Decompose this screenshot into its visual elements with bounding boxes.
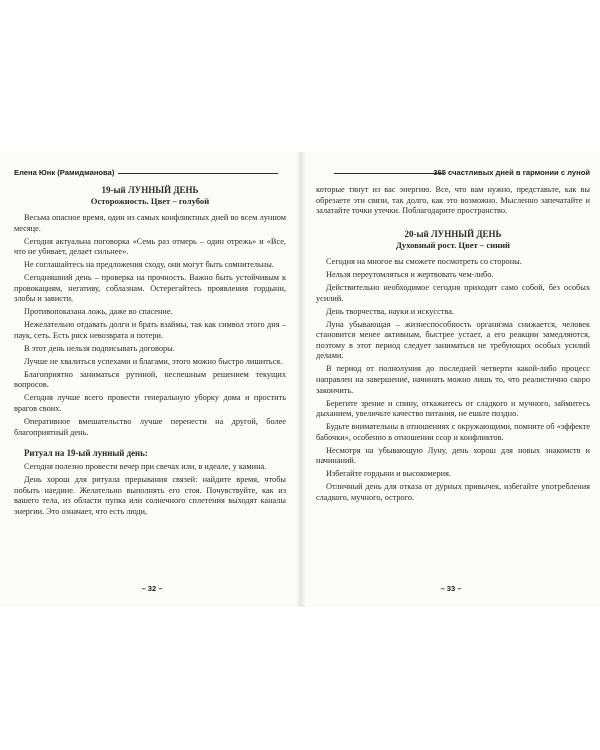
ritual-paragraph: День хорош для ритуала прерывания связей: найдите время, чтобы побыть наедине. Желательно выполнять его стоя. Почувствуйте, как из вашего тела, из области пупка или солнечного сплетения выходят каналы энергии. Это означает, что есть люди,	[14, 475, 286, 516]
page-number-right: – 33 –	[440, 584, 462, 593]
paragraph: Сегодня актуальна поговорка «Семь раз отмерь – один отрежь» и «Все, что не убивает, делает сильнее».	[14, 236, 286, 257]
paragraph: Несмотря на убывающую Луну, день хорош для новых знакомств и начинаний.	[316, 445, 590, 466]
author-name: Елена Юнк (Рамидманова)	[14, 168, 115, 177]
paragraph: Отличный день для отказа от дурных привычек, избегайте употребления сладкого, мучного, острого.	[316, 482, 590, 502]
header-rule	[118, 173, 278, 174]
paragraph: Нежелательно отдавать долги и брать взаймы, так как символ этого дня – паук, сеть. Есть риск невозврата и потери.	[14, 320, 286, 340]
paragraph: В этот день нельзя подписывать договоры.	[24, 343, 175, 353]
book-spread	[0, 152, 600, 607]
right-page-content	[316, 185, 590, 506]
paragraph: Противопоказана ложь, даже во спасение.	[24, 307, 173, 317]
section-spacer	[316, 219, 590, 229]
lunar-day-subheading: Духовный рост. Цвет – синий	[395, 240, 510, 251]
continuation-paragraph: которые тянут из вас энергию. Все, что вам нужно, представьте, как вы обрезаете эти связи, так долго, как это возможно. Мысленно запечатайте и залатайте точки утечки. Поблагодарите пространство.	[316, 185, 590, 216]
left-page	[14, 152, 290, 607]
lunar-day-heading: 19-ый ЛУННЫЙ ДЕНЬ	[101, 185, 199, 195]
paragraph: Лучше не хвалиться успехами и благами, этого можно быстро лишиться.	[24, 356, 283, 366]
ritual-paragraph: Сегодня полезно провести вечер при свечах или, в идеале, у камина.	[24, 462, 267, 472]
lunar-day-subheading: Осторожность. Цвет – голубой	[90, 196, 210, 206]
paragraph: Луна убывающая – жизнеспособность организма снижается, человек становится менее активным, быстрее устает, а его реакции замедляются, поэтому в этот период следует заниматься не требующих особых усилий делами.	[316, 319, 590, 361]
paragraph: В период от полнолуния до последней четверти какой-либо процесс направлен на завершение, начинать можно лишь то, что реалистично скоро закончить.	[316, 364, 590, 395]
header-rule	[334, 173, 444, 174]
lunar-day-heading: 20-ый ЛУННЫЙ ДЕНЬ	[404, 229, 502, 240]
paragraph: Сегодня лучше всего провести генеральную уборку дома и простить врагов своих.	[14, 393, 286, 414]
book-title: 365 счастливых дней в гармонии с луной	[433, 168, 590, 177]
paragraph: Благоприятно заниматься рутиной, неспешным решением текущих вопросов.	[14, 369, 286, 390]
right-page	[312, 152, 590, 607]
paragraph: Будьте внимательны в отношениях с окружающими, помните об «эффекте бабочки», особенно в отношении ссор и конфликтов.	[316, 422, 590, 442]
paragraph: Действительно необходимое сегодня приходит само собой, без особых усилий.	[316, 283, 590, 303]
paragraph: Сегодняшний день – проверка на прочность. Важно быть устойчивым к провокациям, негативу, соблазнам. Остерегайтесь проявления гордыни, злобы и зависти.	[14, 273, 286, 304]
paragraph: Весьма опасное время, один из самых конфликтных дней во всем лунном месяце.	[14, 213, 286, 233]
paragraph: Оперативное вмешательство лучше перенести на другой, более благоприятный день.	[14, 417, 286, 437]
ritual-heading: Ритуал на 19-ый лунный день:	[24, 448, 148, 459]
paragraph: Берегите зрение и спину, откажитесь от сладкого и мучного, займитесь дыханием, увеличьте качество питания, не ешьте позднo.	[316, 398, 590, 419]
paragraph: День творчества, науки и искусства.	[326, 306, 454, 316]
paragraph: Избегайте гордыни и высокомерия.	[326, 469, 451, 479]
paragraph: Сегодня на многое вы сможете посмотреть со стороны.	[326, 257, 522, 267]
book-gutter	[296, 152, 306, 607]
left-page-content	[14, 185, 286, 520]
page-number-left: – 32 –	[141, 584, 163, 593]
paragraph: Нельзя переутомляться и жертвовать чем-либо.	[326, 270, 494, 280]
paragraph: Не соглашайтесь на предложения сходу, они могут быть сомнительны.	[24, 260, 274, 270]
